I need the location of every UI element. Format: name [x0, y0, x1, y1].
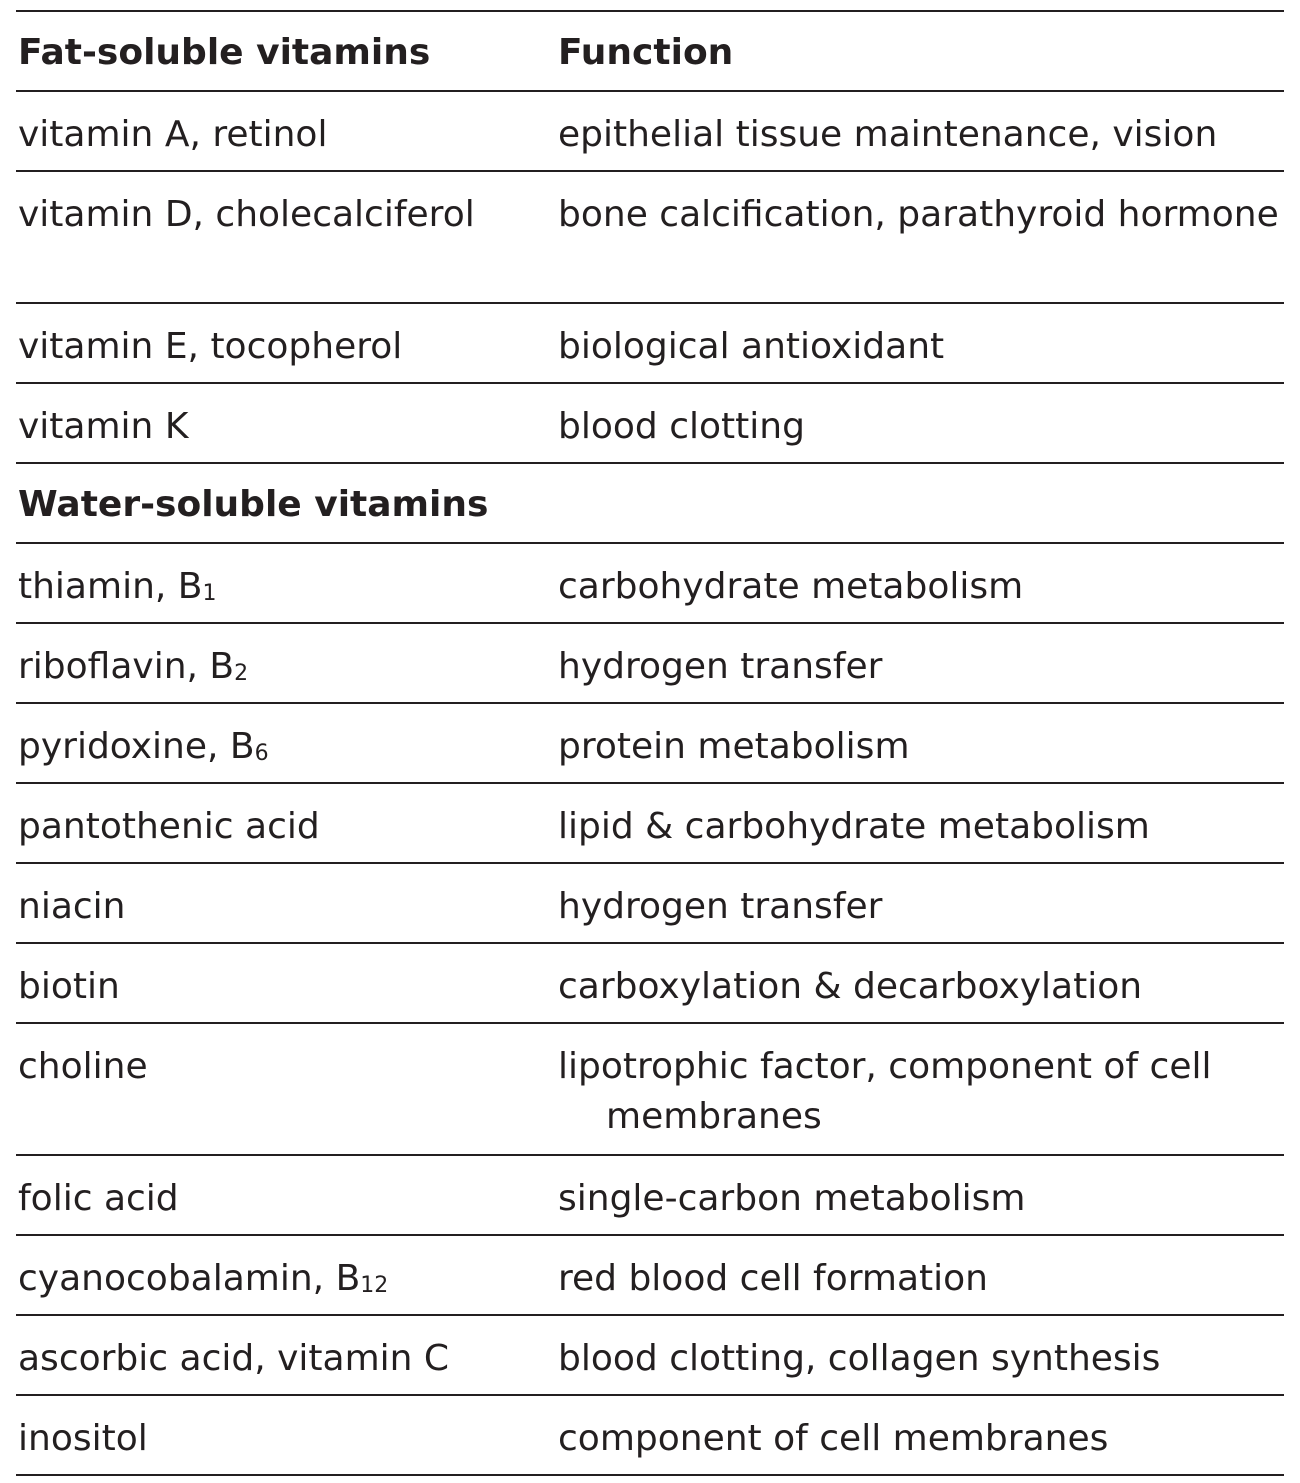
- vitamin-name: biotin: [16, 943, 556, 1023]
- vitamin-name: folic acid: [16, 1155, 556, 1235]
- vitamin-name: vitamin K: [16, 383, 556, 463]
- subscript: 2: [234, 661, 249, 686]
- vitamin-name: cyanocobalamin, B12: [16, 1235, 556, 1315]
- vitamin-function: carbohydrate metabolism: [556, 543, 1284, 623]
- subscript: 6: [254, 741, 269, 766]
- table-row: [16, 383, 1284, 463]
- table-row: [16, 1395, 1284, 1475]
- table-row: [16, 171, 1284, 303]
- vitamin-function: lipotrophic factor, component of cell membranes: [556, 1023, 1284, 1155]
- vitamin-name: vitamin A, retinol: [16, 91, 556, 171]
- vitamin-function: red blood cell formation: [556, 1235, 1284, 1315]
- vitamin-function: blood clotting, collagen synthesis: [556, 1315, 1284, 1395]
- table-row: [16, 623, 1284, 703]
- vitamin-name: niacin: [16, 863, 556, 943]
- vitamin-function: carboxylation & decarboxylation: [556, 943, 1284, 1023]
- vitamin-name: vitamin D, cholecalciferol: [16, 171, 556, 303]
- section-header-function: [556, 463, 1284, 543]
- table-row: [16, 91, 1284, 171]
- vitamin-name: thiamin, B1: [16, 543, 556, 623]
- table-row: [16, 1023, 1284, 1155]
- vitamin-name: ascorbic acid, vitamin C: [16, 1315, 556, 1395]
- vitamin-name: pyridoxine, B6: [16, 703, 556, 783]
- table-row: [16, 943, 1284, 1023]
- table-row: [16, 303, 1284, 383]
- table-row: [16, 783, 1284, 863]
- vitamin-name: riboflavin, B2: [16, 623, 556, 703]
- column-header-fat-soluble-vitamins: Fat-soluble vitamins: [16, 11, 556, 91]
- vitamin-function: lipid & carbohydrate metabolism: [556, 783, 1284, 863]
- subscript: 12: [360, 1273, 389, 1298]
- vitamin-function: component of cell membranes: [556, 1395, 1284, 1475]
- table-row: [16, 863, 1284, 943]
- table-row: [16, 1235, 1284, 1315]
- vitamin-function: protein metabolism: [556, 703, 1284, 783]
- table-row: [16, 543, 1284, 623]
- vitamin-name: vitamin E, tocopherol: [16, 303, 556, 383]
- section-header-water-soluble-vitamins: Water-soluble vitamins: [16, 463, 556, 543]
- vitamin-function: bone calcification, parathyroid hormone: [556, 171, 1284, 303]
- header-row: [16, 11, 1284, 91]
- vitamin-function: single-carbon metabolism: [556, 1155, 1284, 1235]
- column-header-function: Function: [556, 11, 1284, 91]
- vitamin-function: hydrogen transfer: [556, 863, 1284, 943]
- vitamin-function: blood clotting: [556, 383, 1284, 463]
- vitamin-name: pantothenic acid: [16, 783, 556, 863]
- section-header-row: [16, 463, 1284, 543]
- vitamin-function: hydrogen transfer: [556, 623, 1284, 703]
- vitamin-table: [16, 10, 1284, 1476]
- vitamin-function: biological antioxidant: [556, 303, 1284, 383]
- vitamin-name: inositol: [16, 1395, 556, 1475]
- table-row: [16, 1315, 1284, 1395]
- vitamin-function: epithelial tissue maintenance, vision: [556, 91, 1284, 171]
- vitamin-name: choline: [16, 1023, 556, 1155]
- table-row: [16, 1155, 1284, 1235]
- subscript: 1: [202, 581, 217, 606]
- table-row: [16, 703, 1284, 783]
